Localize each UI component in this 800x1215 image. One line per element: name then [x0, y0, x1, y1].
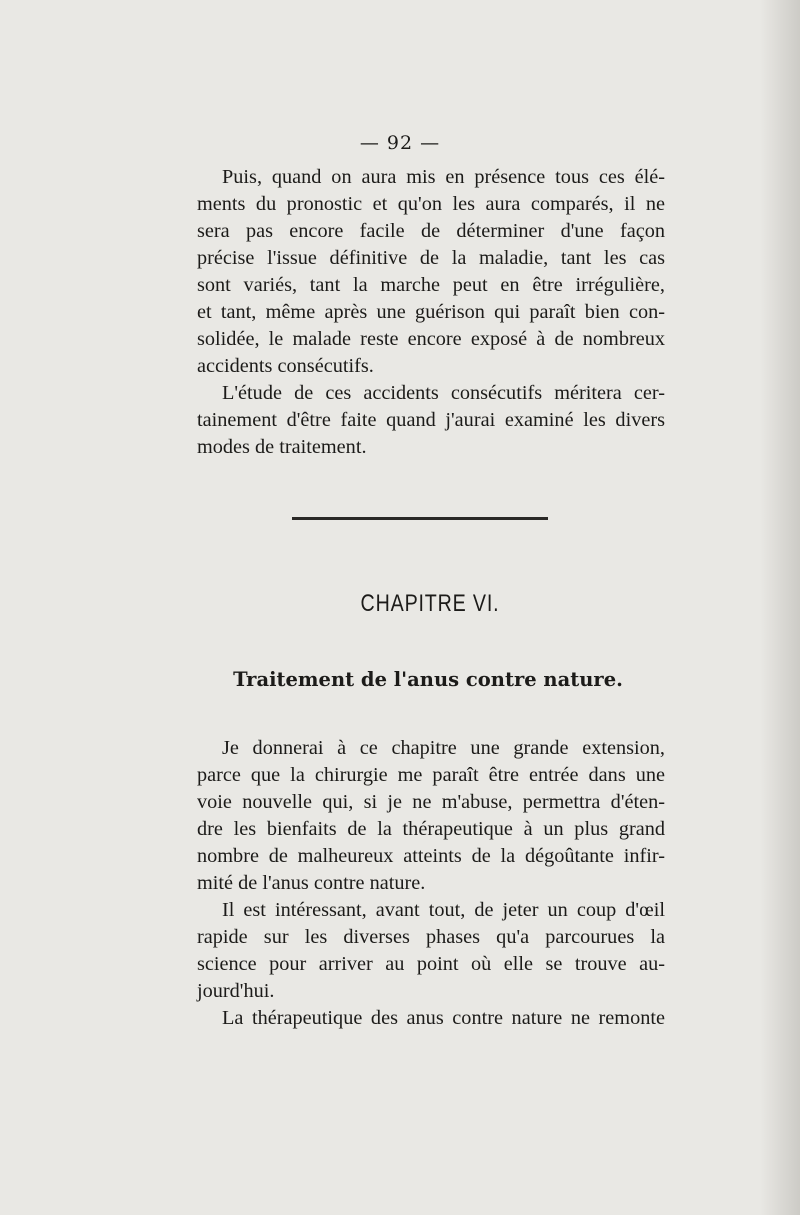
- text-line: science pour arriver au point où elle se trouve au-: [197, 953, 665, 975]
- text-line: Je donnerai à ce chapitre une grande extension,: [222, 737, 665, 759]
- text-line: sont variés, tant la marche peut en être irrégulière,: [197, 274, 665, 296]
- text-line: L'étude de ces accidents consécutifs méritera cer-: [222, 382, 665, 404]
- text-line: Il est intéressant, avant tout, de jeter un coup d'œil: [222, 899, 665, 921]
- text-line: solidée, le malade reste encore exposé à de nombreux: [197, 328, 665, 350]
- text-line: modes de traitement.: [197, 436, 367, 458]
- text-line: nombre de malheureux atteints de la dégoûtante infir-: [197, 845, 665, 867]
- text-line: jourd'hui.: [197, 980, 275, 1002]
- text-line: Puis, quand on aura mis en présence tous ces élé-: [222, 166, 665, 188]
- text-block-treatment: [197, 735, 665, 1032]
- text-line: sera pas encore facile de déterminer d'une façon: [197, 220, 665, 242]
- text-line: rapide sur les diverses phases qu'a parcourues la: [197, 926, 665, 948]
- text-line: accidents consécutifs.: [197, 355, 374, 377]
- chapter-heading: CHAPITRE VI.: [360, 590, 500, 617]
- text-line: dre les bienfaits de la thérapeutique à un plus grand: [197, 818, 665, 840]
- text-line: parce que la chirurgie me paraît être entrée dans une: [197, 764, 665, 786]
- section-divider: [292, 517, 548, 520]
- text-line: et tant, même après une guérison qui paraît bien con-: [197, 301, 665, 323]
- text-line: ments du pronostic et qu'on les aura comparés, il ne: [197, 193, 665, 215]
- page-number: — 92 —: [359, 132, 441, 154]
- text-line: précise l'issue définitive de la maladie, tant les cas: [197, 247, 665, 269]
- text-block-prognosis: [197, 164, 665, 461]
- chapter-title: Traitement de l'anus contre nature.: [233, 668, 623, 691]
- text-line: voie nouvelle qui, si je ne m'abuse, permettra d'éten-: [197, 791, 665, 813]
- text-line: tainement d'être faite quand j'aurai examiné les divers: [197, 409, 665, 431]
- text-line: mité de l'anus contre nature.: [197, 872, 426, 894]
- text-line: La thérapeutique des anus contre nature ne remonte: [222, 1007, 665, 1029]
